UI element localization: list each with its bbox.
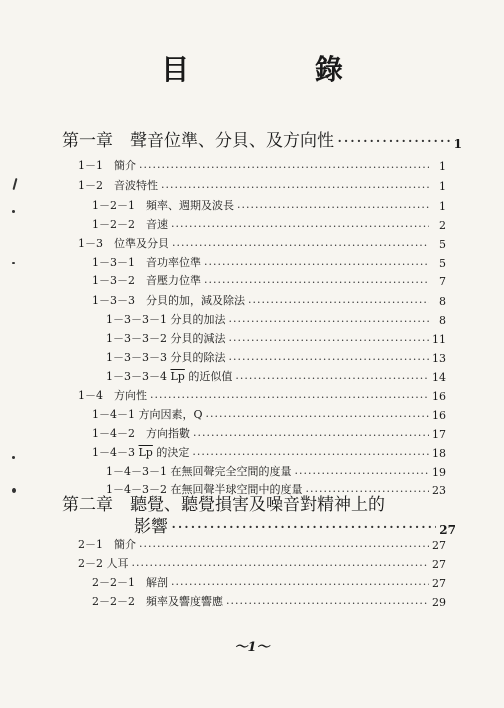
toc-page-number: 17 (432, 428, 446, 441)
toc-entry-label: 1－2 音波特性 (78, 179, 158, 192)
toc-page-number: 8 (439, 295, 446, 308)
toc-page-number: 27 (439, 523, 456, 537)
leader-dots (161, 182, 429, 193)
toc-entry[interactable] (92, 406, 446, 422)
toc-entry[interactable] (92, 593, 446, 609)
toc-page-number: 8 (439, 314, 446, 327)
leader-dots (237, 202, 429, 213)
leader-dots (139, 541, 429, 552)
toc-entry[interactable] (92, 574, 446, 590)
toc-entry-label: 1－4－2 方向指數 (92, 427, 190, 440)
lp-symbol: $\overline{Lp}$ (138, 446, 153, 459)
toc-page-number: 18 (432, 447, 446, 460)
leader-dots (192, 449, 429, 460)
toc-page-number: 1 (439, 160, 446, 173)
toc-page-number: 19 (432, 466, 446, 479)
leader-dots (171, 520, 436, 537)
toc-entry-label: 1－3 位準及分貝 (78, 237, 169, 250)
toc-page-number: 11 (432, 333, 446, 346)
toc-entry-label: 2－2 人耳 (78, 557, 129, 570)
leader-dots (295, 468, 430, 479)
toc-entry-number: 1－4－3 (92, 446, 135, 459)
scan-mark (12, 488, 16, 493)
leader-dots (139, 162, 429, 173)
leader-dots (204, 277, 429, 288)
page-number-footer: ～1～ (234, 640, 270, 655)
toc-entry-label: 1－1 簡介 (78, 159, 136, 172)
toc-entry[interactable] (106, 368, 446, 384)
toc-entry-label (106, 368, 232, 384)
toc-page-number: 1 (439, 180, 446, 193)
toc-chapter-1[interactable] (62, 126, 462, 151)
toc-page-number: 27 (432, 539, 446, 552)
toc-entry[interactable] (78, 157, 446, 173)
lp-symbol: $\overline{Lp}$ (170, 370, 185, 383)
toc-page-number: 27 (432, 577, 446, 590)
leader-dots (248, 297, 429, 308)
leader-dots (229, 354, 430, 365)
toc-entry-suffix: 的決定 (152, 446, 190, 459)
leader-dots (171, 579, 429, 590)
toc-entry-label: 1－3－2 音壓力位準 (92, 274, 201, 287)
toc-entry[interactable] (78, 235, 446, 251)
toc-chapter-2-line1[interactable]: 第二章 聽覺、聽覺損害及噪音對精神上的 (62, 495, 385, 515)
leader-dots (150, 392, 429, 403)
toc-page-number: 1 (453, 137, 462, 151)
toc-page-number: 7 (439, 275, 446, 288)
toc-entry-label: 1－3－3－1 分貝的加法 (106, 313, 226, 326)
toc-entry[interactable] (106, 311, 446, 327)
toc-entry-label: 1－4－1 方向因素，Q (92, 408, 203, 421)
leader-dots (172, 240, 429, 251)
scan-mark (12, 210, 15, 213)
toc-page-number: 29 (432, 596, 446, 609)
toc-entry[interactable] (78, 536, 446, 552)
toc-page-number: 2 (439, 219, 446, 232)
toc-entry[interactable] (92, 272, 446, 288)
toc-entry[interactable] (92, 425, 446, 441)
toc-chapter-label: 影響 (134, 517, 168, 537)
toc-entry[interactable] (92, 197, 446, 213)
leader-dots (229, 316, 430, 327)
leader-dots (206, 411, 429, 422)
toc-page-number: 16 (432, 409, 446, 422)
toc-entry-label: 2－2－2 頻率及響度響應 (92, 595, 223, 608)
toc-chapter-label: 第一章 聲音位準、分貝、及方向性 (62, 131, 334, 151)
toc-entry[interactable] (106, 463, 446, 479)
toc-entry-label: 1－3－3 分貝的加，減及除法 (92, 294, 245, 307)
toc-entry-label: 1－2－2 音速 (92, 218, 168, 231)
toc-entry[interactable] (78, 555, 446, 571)
toc-entry[interactable] (92, 444, 446, 460)
toc-page-number: 27 (432, 558, 446, 571)
toc-entry-label: 1－4－3－1 在無回聲完全空間的度量 (106, 465, 292, 478)
leader-dots (193, 430, 429, 441)
toc-entry-label: 2－1 簡介 (78, 538, 136, 551)
leader-dots (171, 221, 429, 232)
leader-dots (226, 598, 429, 609)
toc-entry-label: 1－3－1 音功率位準 (92, 256, 201, 269)
leader-dots (229, 335, 430, 346)
toc-page-number: 5 (439, 238, 446, 251)
leader-dots (235, 373, 429, 384)
leader-dots (132, 560, 430, 571)
toc-entry[interactable] (92, 216, 446, 232)
toc-page-number: 5 (439, 257, 446, 270)
toc-entry-label: 2－2－1 解剖 (92, 576, 168, 589)
toc-entry-number: 1－3－3－4 (106, 370, 167, 383)
toc-page-number: 1 (439, 200, 446, 213)
toc-chapter-2[interactable] (134, 512, 456, 537)
toc-entry[interactable] (92, 292, 446, 308)
toc-entry-suffix: 的近似值 (184, 370, 233, 383)
scan-mark (12, 262, 15, 264)
leader-dots (204, 259, 429, 270)
leader-dots (337, 134, 451, 151)
scan-mark (12, 456, 15, 459)
toc-page-number: 14 (432, 371, 446, 384)
toc-entry[interactable] (92, 254, 446, 270)
toc-entry[interactable] (78, 387, 446, 403)
page-title: 目 錄 (161, 53, 401, 86)
toc-page-number: 23 (432, 484, 446, 497)
toc-entry[interactable] (106, 330, 446, 346)
toc-entry[interactable] (106, 349, 446, 365)
toc-entry-label: 1－3－3－2 分貝的減法 (106, 332, 226, 345)
toc-entry[interactable] (78, 177, 446, 193)
toc-entry-label: 1－2－1 頻率、週期及波長 (92, 199, 234, 212)
toc-entry-label: 1－3－3－3 分貝的除法 (106, 351, 226, 364)
toc-page-number: 16 (432, 390, 446, 403)
toc-entry-label: 1－4 方向性 (78, 389, 147, 402)
toc-entry-label: 1－4－3－2 在無回聲半球空間中的度量 (106, 483, 303, 496)
toc-page-number: 13 (432, 352, 446, 365)
toc-entry-label (92, 444, 189, 460)
